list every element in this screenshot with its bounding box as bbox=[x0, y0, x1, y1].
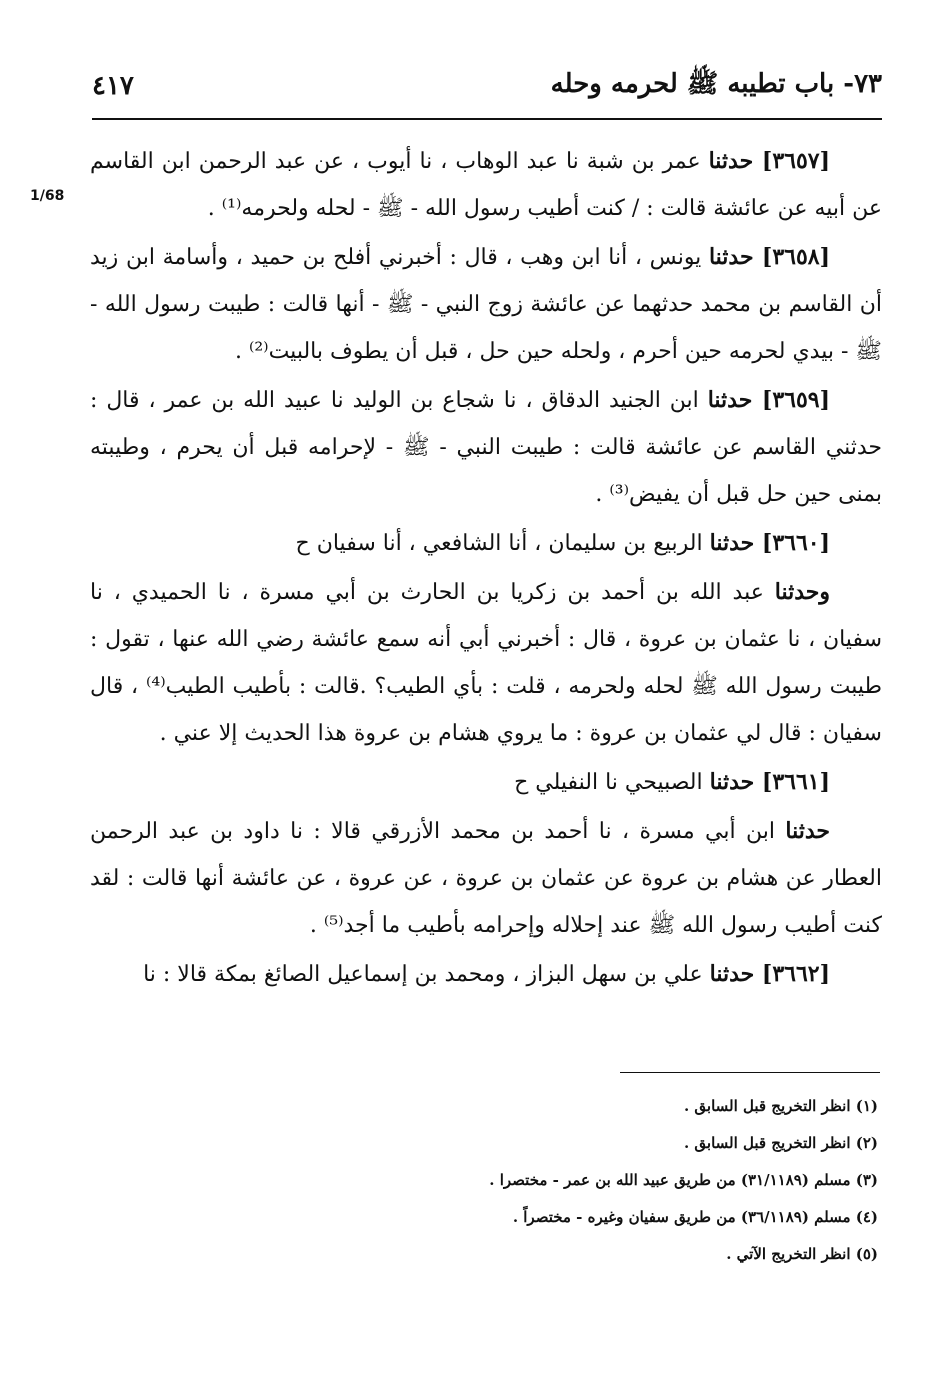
page-number: ٤١٧ bbox=[92, 71, 134, 101]
footnotes bbox=[300, 1088, 878, 1273]
hadith-text: عبد الله بن أحمد بن زكريا بن الحارث بن أبي مسرة ، نا الحميدي ، نا سفيان ، نا عثمان بن عروة ، قال : أخبرني أبي أنه سمع عائشة رضي الله عنها ، تقول : طيبت رسول الله ﷺ لحله ولحرمه ، قلت : بأي الطيب؟ .قالت : بأطيب الطيب⁽⁴⁾ ، قال سفيان : قال لي عثمان بن عروة : ما يروي هشام بن عروة هذا الحديث إلا عني . bbox=[90, 580, 883, 746]
hadith-paragraph bbox=[90, 951, 882, 998]
manuscript-folio-note: 1/68 bbox=[30, 188, 65, 204]
page-header bbox=[92, 62, 882, 110]
footnote: (٣) مسلم (٣١/١١٨٩) من طريق عبيد الله بن عمر - مختصرا . bbox=[489, 1171, 878, 1189]
hadith-text: ابن الجنيد الدقاق ، نا شجاع بن الوليد نا عبيد الله بن عمر ، قال : حدثني القاسم عن عائشة قالت : طيبت النبي - ﷺ - لإحرامه قبل أن يحرم ، وطيبته بمنى حين حل قبل أن يفيض⁽³⁾ . bbox=[90, 388, 882, 507]
hadith-lead: حدثنا bbox=[785, 818, 830, 844]
header-rule bbox=[92, 118, 882, 120]
footnote: (٢) انظر التخريج قبل السابق . bbox=[683, 1134, 878, 1152]
hadith-lead: [٣٦٥٧] حدثنا bbox=[708, 148, 830, 174]
footnote: (٤) مسلم (٣٦/١١٨٩) من طريق سفيان وغيره - مختصراً . bbox=[512, 1208, 878, 1226]
hadith-paragraph bbox=[90, 808, 882, 949]
hadith-paragraph bbox=[90, 520, 882, 567]
hadith-paragraph bbox=[90, 759, 882, 806]
hadith-paragraph bbox=[90, 234, 882, 375]
hadith-lead: [٣٦٦٠] حدثنا bbox=[709, 530, 830, 556]
hadith-paragraph bbox=[90, 569, 882, 757]
hadith-text: ابن أبي مسرة ، نا أحمد بن محمد الأزرقي قالا : نا داود بن عبد الرحمن العطار عن هشام بن عروة عن عثمان بن عروة ، عن عروة ، عن عائشة أنها قالت : لقد كنت أطيب رسول الله ﷺ عند إحلاله وإحرامه بأطيب ما أجد⁽⁵⁾ . bbox=[90, 819, 883, 938]
hadith-lead: [٣٦٦١] حدثنا bbox=[709, 769, 830, 795]
hadith-text: علي بن سهل البزاز ، ومحمد بن إسماعيل الصائغ بمكة قالا : نا bbox=[143, 962, 710, 987]
hadith-text: يونس ، أنا ابن وهب ، قال : أخبرني أفلح بن حميد ، وأسامة ابن زيد أن القاسم بن محمد حدثهما عن عائشة زوج النبي - ﷺ - أنها قالت : طيبت رسول الله - ﷺ - بيدي لحرمه حين أحرم ، ولحله حين حل ، قبل أن يطوف بالبيت⁽²⁾ . bbox=[90, 245, 882, 364]
hadith-lead: [٣٦٥٩] حدثنا bbox=[707, 387, 830, 413]
hadith-text: عمر بن شبة نا عبد الوهاب ، نا أيوب ، عن عبد الرحمن ابن القاسم عن أبيه عن عائشة قالت : / كنت أطيب رسول الله - ﷺ - لحله ولحرمه⁽¹⁾ . bbox=[90, 149, 882, 221]
chapter-title: ٧٣- باب تطيبه ﷺ لحرمه وحله bbox=[550, 69, 882, 99]
main-text bbox=[90, 138, 882, 998]
footnote: (١) انظر التخريج قبل السابق . bbox=[683, 1097, 878, 1115]
footnote: (٥) انظر التخريج الآتي . bbox=[726, 1245, 878, 1263]
hadith-text: الربيع بن سليمان ، أنا الشافعي ، أنا سفيان ح bbox=[295, 531, 710, 556]
hadith-paragraph bbox=[90, 377, 882, 518]
hadith-paragraph bbox=[90, 138, 882, 232]
footnote-separator bbox=[620, 1072, 880, 1073]
hadith-lead: وحدثنا bbox=[774, 579, 830, 605]
hadith-lead: [٣٦٦٢] حدثنا bbox=[709, 961, 830, 987]
hadith-lead: [٣٦٥٨] حدثنا bbox=[708, 244, 830, 270]
hadith-text: الصبيحي نا النفيلي ح bbox=[514, 770, 710, 795]
